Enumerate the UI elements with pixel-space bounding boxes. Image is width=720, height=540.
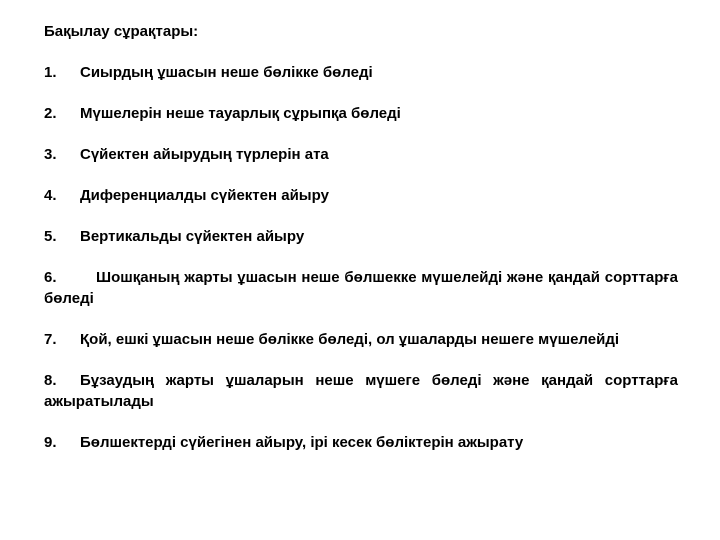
question-item xyxy=(44,329,678,350)
question-item xyxy=(44,267,678,309)
questions-block xyxy=(44,21,678,473)
question-text: Шошқаның жарты ұшасын неше бөлшекке мүшелейді және қандай сорттарға бөледі xyxy=(44,269,678,307)
question-number: 9. xyxy=(44,434,57,451)
page-title: Бақылау сұрақтары: xyxy=(44,23,199,40)
question-number: 1. xyxy=(44,64,57,81)
question-item xyxy=(44,226,678,247)
question-item xyxy=(44,62,678,83)
question-item xyxy=(44,370,678,412)
question-number: 3. xyxy=(44,146,57,163)
question-text: Бөлшектерді сүйегінен айыру, ірі кесек бөліктерін ажырату xyxy=(80,434,524,451)
question-text: Қой, ешкі ұшасын неше бөлікке бөледі, ол ұшаларды нешеге мүшелейді xyxy=(80,331,620,348)
question-item xyxy=(44,144,678,165)
question-text: Сүйектен айырудың түрлерін ата xyxy=(80,146,329,163)
question-text: Бұзаудың жарты ұшаларын неше мүшеге бөледі және қандай сорттарға ажыратылады xyxy=(44,372,678,410)
question-item xyxy=(44,432,678,453)
question-number: 8. xyxy=(44,372,57,389)
question-item xyxy=(44,185,678,206)
question-number: 7. xyxy=(44,331,57,348)
question-text: Мүшелерін неше тауарлық сұрыпқа бөледі xyxy=(80,105,401,122)
question-text: Сиырдың ұшасын неше бөлікке бөледі xyxy=(80,64,373,81)
question-number: 6. xyxy=(44,269,57,286)
question-number: 5. xyxy=(44,228,57,245)
question-number: 4. xyxy=(44,187,57,204)
question-text: Диференциалды сүйектен айыру xyxy=(80,187,329,204)
question-text: Вертикальды сүйектен айыру xyxy=(80,228,305,245)
question-number: 2. xyxy=(44,105,57,122)
question-item xyxy=(44,103,678,124)
